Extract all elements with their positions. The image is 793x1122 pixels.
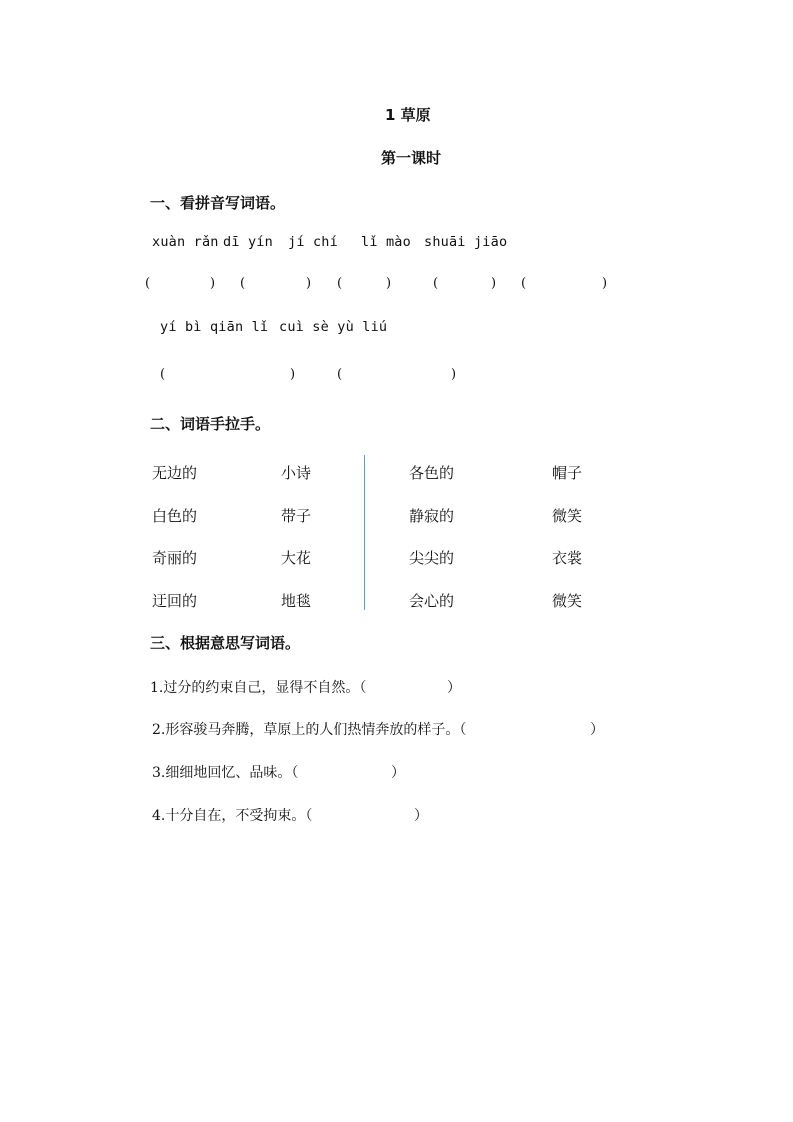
match-left-target: 地毯: [281, 592, 312, 610]
match-left-word: 迂回的: [152, 592, 198, 610]
section-1-heading: 一、看拼音写词语。: [150, 194, 286, 212]
match-left-word: 奇丽的: [152, 549, 198, 567]
pinyin-item: cuì sè yù liú: [279, 319, 388, 335]
column-divider: [364, 455, 365, 610]
question-2-close: ）: [590, 722, 604, 738]
pinyin-item: dī yín: [223, 234, 273, 250]
match-left-target: 带子: [281, 507, 312, 525]
answer-paren-close: ): [290, 367, 296, 382]
match-right-word: 静寂的: [409, 507, 455, 525]
answer-paren-open: (: [337, 276, 343, 291]
pinyin-item: jí chí: [288, 234, 338, 250]
match-left-word: 无边的: [152, 464, 198, 482]
page-title: 1 草原: [385, 106, 431, 124]
match-right-target: 微笑: [552, 507, 583, 525]
question-1-close: ）: [447, 680, 461, 696]
match-right-word: 会心的: [409, 592, 455, 610]
answer-paren-close: ): [306, 276, 312, 291]
pinyin-item: lǐ mào: [361, 234, 411, 250]
question-3-close: ）: [391, 765, 405, 781]
question-2: 2.形容骏马奔腾，草原上的人们热情奔放的样子。（: [152, 722, 467, 738]
answer-paren-open: (: [145, 276, 151, 291]
answer-paren-close: ): [602, 276, 608, 291]
match-right-target: 帽子: [552, 464, 583, 482]
answer-paren-open: (: [433, 276, 439, 291]
question-1: 1.过分的约束自己，显得不自然。（: [150, 680, 367, 696]
section-3-heading: 三、根据意思写词语。: [150, 634, 301, 652]
match-right-word: 尖尖的: [409, 549, 455, 567]
answer-paren-open: (: [337, 367, 343, 382]
question-4: 4.十分自在，不受拘束。（: [152, 808, 313, 824]
match-right-target: 衣裳: [552, 549, 583, 567]
answer-paren-close: ): [491, 276, 497, 291]
pinyin-item: xuàn rǎn: [152, 234, 219, 250]
question-4-close: ）: [414, 808, 428, 824]
answer-paren-open: (: [160, 367, 166, 382]
page-subtitle: 第一课时: [381, 149, 442, 167]
section-2-heading: 二、词语手拉手。: [150, 415, 271, 433]
match-right-word: 各色的: [409, 464, 455, 482]
match-left-target: 大花: [281, 549, 312, 567]
match-left-target: 小诗: [281, 464, 312, 482]
question-3: 3.细细地回忆、品味。（: [152, 765, 299, 781]
match-right-target: 微笑: [552, 592, 583, 610]
answer-paren-close: ): [451, 367, 457, 382]
pinyin-item: yí bì qiān lǐ: [160, 319, 269, 335]
answer-paren-open: (: [521, 276, 527, 291]
answer-paren-close: ): [386, 276, 392, 291]
answer-paren-close: ): [210, 276, 216, 291]
pinyin-item: shuāi jiāo: [424, 234, 508, 250]
match-left-word: 白色的: [152, 507, 198, 525]
answer-paren-open: (: [240, 276, 246, 291]
